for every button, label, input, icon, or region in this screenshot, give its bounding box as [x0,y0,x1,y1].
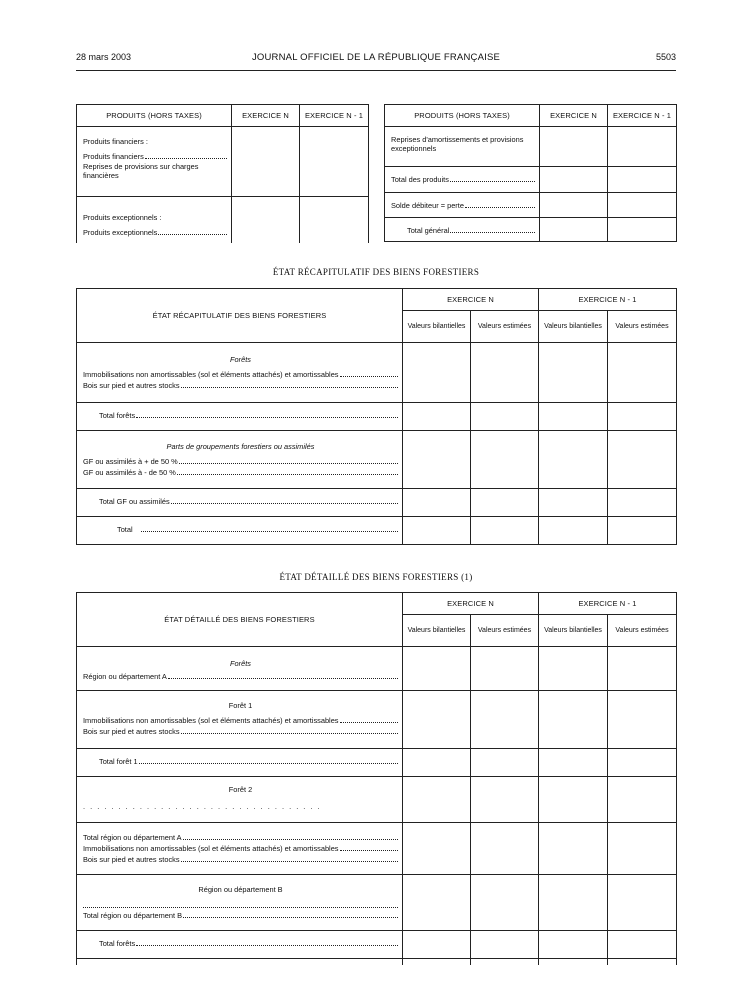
cell-exceptionnels-n1 [300,197,369,243]
cell-solde-n [540,193,608,218]
recap-valeurs-bilantielles-n1: Valeurs bilantielles [539,311,608,343]
cell-financiers-n1 [300,127,369,197]
recap-valeurs-estimees-n: Valeurs estimées [471,311,539,343]
recap-total-gf: Total GF ou assimilés [99,497,170,506]
detail-immobilisations-2: Immobilisations non amortissables (sol et éléments attachés) et amortissables [83,844,339,853]
recap-total-forets: Total forêts [99,411,136,420]
cell-reprises-n [540,127,608,167]
recap-immobilisations: Immobilisations non amortissables (sol et éléments attachés) et amortissables [83,370,339,379]
section-title-recapitulatif: ÉTAT RÉCAPITULATIF DES BIENS FORESTIERS [272,267,480,277]
running-header [76,52,676,66]
detail-region-b-blank-line [83,897,398,908]
cell-total-general-n [540,218,608,242]
recap-total-gf-cell [77,489,403,517]
detail-forets-block [77,647,403,691]
recap-gf-moins-50: GF ou assimilés à - de 50 % [83,468,176,477]
recap-forets-heading: Forêts [230,355,251,364]
recap-total-forets-cell [77,403,403,431]
col-header-exercice-n: EXERCICE N [540,105,608,127]
detail-table-title: ÉTAT DÉTAILLÉ DES BIENS FORESTIERS [77,593,403,647]
detail-total-region-b: Total région ou département B [83,911,183,920]
detaille-table [76,592,677,965]
detail-exercice-n: EXERCICE N [403,593,539,615]
detail-foret2-dots: . . . . . . . . . . . . . . . . . . . . . . . . . . . . . . . . . . [83,802,322,811]
detail-total-region-a: Total région ou département A [83,833,182,842]
label-reprises-amortissements: Reprises d'amortissements et provisions exceptionnels [391,135,524,153]
detail-total-forets-cell [77,931,403,959]
label-produits-financiers: Produits financiers [83,152,144,161]
label-reprises-provisions: Reprises de provisions sur charges financières [83,162,199,180]
header-page-number: 5503 [655,52,676,62]
recap-total: Total [117,525,133,534]
detail-foret2-block [77,777,403,823]
cell-solde-n1 [608,193,677,218]
cell-total-produits [385,167,540,193]
detail-valeurs-bilantielles-n: Valeurs bilantielles [403,615,471,647]
col-header-produits: PRODUITS (HORS TAXES) [77,105,232,127]
detail-region-a: Région ou département A [83,672,167,681]
detail-bois-sur-pied-2: Bois sur pied et autres stocks [83,855,180,864]
recap-gf-plus-50: GF ou assimilés à + de 50 % [83,457,178,466]
col-header-exercice-n1: EXERCICE N - 1 [608,105,677,127]
detail-exercice-n1: EXERCICE N - 1 [539,593,677,615]
header-date: 28 mars 2003 [76,52,132,62]
label-total-produits: Total des produits [391,175,449,184]
detail-total-region-a-block [77,823,403,875]
label-produits-exceptionnels: Produits exceptionnels [83,228,158,237]
produits-table-left [76,104,369,243]
recap-exercice-n: EXERCICE N [403,289,539,311]
cell-reprises-n1 [608,127,677,167]
detail-total-foret1-cell [77,749,403,777]
cell-financiers-n [232,127,300,197]
header-journal-title: JOURNAL OFFICIEL DE LA RÉPUBLIQUE FRANÇAISE [251,52,501,63]
recap-bois-sur-pied: Bois sur pied et autres stocks [83,381,180,390]
detail-valeurs-estimees-n: Valeurs estimées [471,615,539,647]
detail-foret1-heading: Forêt 1 [228,701,253,710]
cell-total-produits-n [540,167,608,193]
label-produits-exceptionnels-head: Produits exceptionnels : [83,213,162,222]
col-header-exercice-n: EXERCICE N [232,105,300,127]
cell-total-general-n1 [608,218,677,242]
label-solde-debiteur: Solde débiteur = perte [391,201,464,210]
cell-reprises-amortissements [385,127,540,167]
detail-forets-heading: Forêts [230,659,251,668]
detail-foret2-heading: Forêt 2 [228,785,253,794]
recap-total-cell [77,517,403,545]
cell-produits-exceptionnels [77,197,232,243]
recap-valeurs-estimees-n1: Valeurs estimées [608,311,677,343]
cell-exceptionnels-n [232,197,300,243]
detail-foret1-block [77,691,403,749]
recap-valeurs-bilantielles-n: Valeurs bilantielles [403,311,471,343]
detail-bois-sur-pied: Bois sur pied et autres stocks [83,727,180,736]
detail-region-b-heading: Région ou département B [198,885,283,894]
cell-total-produits-n1 [608,167,677,193]
recap-parts-heading: Parts de groupements forestiers ou assimilés [166,442,315,451]
detail-immobilisations: Immobilisations non amortissables (sol et éléments attachés) et amortissables [83,716,339,725]
recap-parts-block [77,431,403,489]
section-title-detaille: ÉTAT DÉTAILLÉ DES BIENS FORESTIERS (1) [279,572,473,582]
detail-total-forets: Total forêts [99,939,136,948]
detail-valeurs-bilantielles-n1: Valeurs bilantielles [539,615,608,647]
recap-forets-block [77,343,403,403]
label-produits-financiers-head: Produits financiers : [83,137,148,146]
recap-table-title: ÉTAT RÉCAPITULATIF DES BIENS FORESTIERS [77,289,403,343]
recap-exercice-n1: EXERCICE N - 1 [539,289,677,311]
cell-total-general [385,218,540,242]
label-total-general: Total général [407,226,450,235]
detail-region-b-block [77,875,403,931]
detail-total-foret1: Total forêt 1 [99,757,138,766]
cell-produits-financiers [77,127,232,197]
header-rule [76,70,676,71]
cell-solde-debiteur [385,193,540,218]
produits-table-right [384,104,677,242]
recapitulatif-table [76,288,677,545]
col-header-exercice-n1: EXERCICE N - 1 [300,105,369,127]
col-header-produits: PRODUITS (HORS TAXES) [385,105,540,127]
detail-valeurs-estimees-n1: Valeurs estimées [608,615,677,647]
